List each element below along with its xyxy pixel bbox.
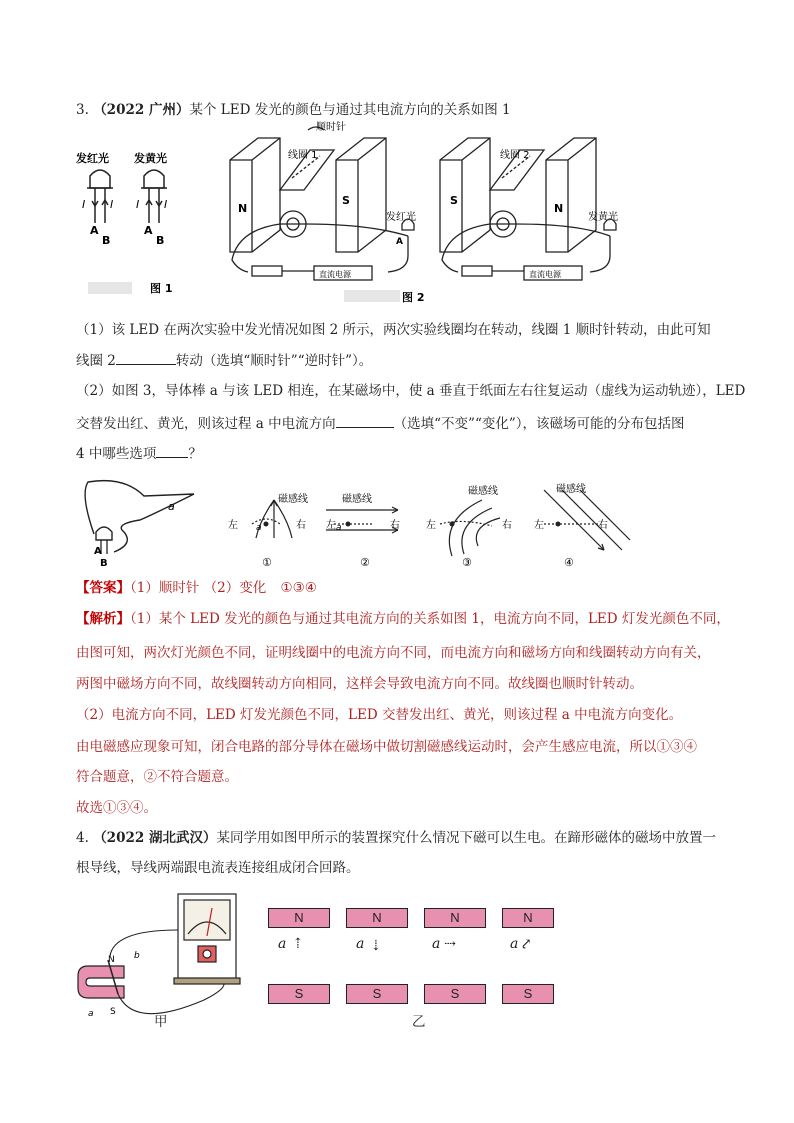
fig2-battery-right: 直流电源	[529, 270, 561, 279]
yi-rod-3: a	[432, 936, 441, 952]
fig2-pin-a-left: A	[396, 237, 403, 247]
figure-1	[74, 148, 194, 298]
fig4-option-4	[544, 490, 630, 550]
fig1-pin-a2: A	[144, 224, 153, 237]
yi-down-arrow-icon-2: ⇣	[370, 938, 382, 954]
q3-part2-suffix3: ？	[188, 446, 202, 462]
jia-wire-b: b	[134, 951, 140, 961]
q4-stem-line-2: 根导线，导线两端跟电流表连接组成闭合回路。	[76, 860, 360, 876]
q3-part1-blank[interactable]	[116, 350, 176, 365]
fig-jia-caption: 甲	[154, 1014, 168, 1030]
fig1-red-label: 发红光	[76, 152, 109, 165]
analysis-tag: 【解析】	[76, 611, 130, 627]
fig4-opt3-right: 右	[502, 520, 512, 531]
fig2-coil2-label: 线圈 2	[500, 150, 530, 161]
q3-part1-prefix: 线圈 2	[76, 353, 116, 369]
fig2-battery-left: 直流电源	[319, 270, 351, 279]
q3-part1-suffix: 转动（选填“顺时针”“逆时针”）。	[175, 353, 373, 369]
q3-number: 3.	[76, 102, 89, 118]
q3-source: （2022 广州）	[93, 102, 190, 118]
yi-rod-4: a	[510, 936, 519, 952]
fig4-opt3-field: 磁感线	[468, 486, 498, 497]
fig4-opt4-left: 左	[534, 520, 544, 531]
q4-stem-1: 某同学用如图甲所示的装置探究什么情况下磁可以生电。在蹄形磁体的磁场中放置一	[216, 830, 716, 846]
fig4-opt1-field: 磁感线	[278, 494, 308, 505]
q3-answer-line	[76, 578, 317, 598]
led-red	[87, 170, 113, 223]
fig2-caption: 图 2	[402, 291, 425, 304]
fig4-opt3-left: 左	[426, 520, 436, 531]
fig2-left-pole-s: S	[342, 194, 350, 207]
fig3-rod-label: a	[168, 500, 175, 513]
ammeter-icon	[174, 894, 240, 984]
fig4-opt2-num: ②	[360, 556, 370, 569]
yi-pole-n-3: N	[424, 908, 486, 928]
fig4-opt4-field: 磁感线	[556, 484, 586, 495]
q3-part2-line3	[76, 443, 202, 464]
analysis-line-5: 由电磁感应现象可知，闭合电路的部分导体在磁场中做切割磁感线运动时，会产生感应电流，所以①③④	[76, 739, 697, 755]
yi-pole-s-3: S	[424, 984, 486, 1004]
yi-col-2	[346, 908, 408, 1004]
figure-4	[222, 480, 632, 570]
led-yellow	[141, 170, 167, 223]
answer-choice: ①③④	[280, 580, 317, 596]
yi-col-1	[268, 908, 330, 1004]
figure-3	[74, 474, 204, 570]
q3-stem: 某个 LED 发光的颜色与通过其电流方向的关系如图 1	[189, 102, 511, 118]
yi-pole-n-2: N	[346, 908, 408, 928]
analysis-line-4: （2）电流方向不同，LED 灯发光颜色不同，LED 交替发出红、黄光，则该过程 a 中电流方向变化。	[76, 707, 683, 723]
figure-jia	[74, 890, 244, 1030]
jia-pole-n: N	[108, 955, 115, 965]
fig2-left-pole-n: N	[238, 202, 248, 215]
q4-title-line	[76, 828, 716, 848]
yi-col-3	[424, 908, 486, 1004]
fig1-current-i1: I	[82, 198, 86, 211]
fig1-pin-b1: B	[102, 234, 111, 247]
fig2-coil1-label: 线圈 1	[288, 150, 318, 161]
analysis-line-2: 由图可知，两次灯光颜色不同，证明线圈中的电流方向不同，而电流方向和磁场方向和线圈转动方向有关，	[76, 645, 711, 661]
fig4-opt2-field: 磁感线	[342, 494, 372, 505]
fig4-opt3-num: ③	[462, 556, 472, 569]
fig4-opt1-left: 左	[228, 520, 238, 531]
jia-wire-a: a	[88, 1009, 94, 1019]
yi-up-arrow-icon-1: ⇡	[292, 936, 304, 952]
fig2-clockwise-label: 顺时针	[316, 122, 346, 133]
analysis-line-6: 符合题意，②不符合题意。	[76, 769, 238, 785]
fig4-option-3	[440, 500, 500, 556]
figure-yi	[268, 908, 558, 1004]
fig1-current-i3: I	[136, 198, 140, 211]
analysis-line-7: 故选①③④。	[76, 800, 157, 816]
fig4-opt4-right: 右	[598, 520, 608, 531]
q3-part2-blank1[interactable]	[336, 413, 394, 428]
fig1-current-i4: I	[164, 198, 168, 211]
fig4-opt1-right: 右	[296, 520, 306, 531]
q3-part2-mid: （选填“不变”“变化”），该磁场可能的分布包括图	[393, 416, 685, 432]
fig2-blur	[344, 290, 400, 302]
q3-part2-line1: （2）如图 3，导体棒 a 与该 LED 相连，在某磁场中，使 a 垂直于纸面左右往复运动（虚线为运动轨迹），LED	[76, 383, 746, 399]
answer-text: （1）顺时针 （2）变化	[130, 580, 271, 596]
fig1-caption: 图 1	[150, 282, 173, 295]
fig4-opt2-right: 右	[390, 520, 400, 531]
yi-col-4	[502, 908, 564, 1004]
q3-analysis-line-1	[76, 609, 730, 629]
fig-yi-caption: 乙	[412, 1014, 426, 1030]
yi-pole-s-1: S	[268, 984, 330, 1004]
fig4-opt2-rod: a	[336, 523, 342, 533]
yi-rod-2: a	[356, 936, 365, 952]
yi-pole-n-4: N	[502, 908, 554, 928]
q3-part1-line1: （1）该 LED 在两次实验中发光情况如图 2 所示，两次实验线圈均在转动，线圈 1 顺时针转动，由此可知	[76, 322, 711, 338]
yi-right-arrow-icon-3: ⇢	[444, 936, 456, 952]
analysis-line-3: 两图中磁场方向不同，故线圈转动方向相同，这样会导致电流方向不同。故线圈也顺时针转动。	[76, 676, 643, 692]
fig4-opt1-num: ①	[262, 556, 272, 569]
fig1-pin-a1: A	[90, 224, 99, 237]
fig2-red-label: 发红光	[386, 212, 416, 223]
fig2-right-pole-n: N	[554, 202, 564, 215]
q4-number: 4.	[76, 830, 89, 846]
fig2-right-pole-s: S	[450, 194, 458, 207]
fig1-yellow-label: 发黄光	[134, 152, 167, 165]
yi-diagonal-arrow-icon-4: ⤤	[520, 936, 532, 952]
fig1-blur	[88, 282, 132, 294]
fig3-pin-a: A	[94, 546, 102, 557]
yi-pole-s-4: S	[502, 984, 554, 1004]
fig4-opt2-left: 左	[326, 520, 336, 531]
yi-rod-1: a	[278, 936, 287, 952]
yi-pole-s-2: S	[346, 984, 408, 1004]
fig1-current-i2: I	[110, 198, 114, 211]
answer-tag: 【答案】	[76, 580, 130, 596]
q4-source: （2022 湖北武汉）	[93, 830, 217, 846]
fig1-pin-b2: B	[156, 234, 165, 247]
q3-part2-prefix3: 4 中哪些选项	[76, 446, 157, 462]
fig2-left-setup	[230, 138, 414, 280]
q3-part2-blank2[interactable]	[156, 443, 188, 458]
fig2-yellow-label: 发黄光	[588, 212, 618, 223]
q3-part2-line2	[76, 413, 685, 434]
q3-title-line	[76, 100, 511, 120]
analysis-line-1: （1）某个 LED 发光的颜色与通过其电流方向的关系如图 1，电流方向不同，LED 灯发光颜色不同，	[130, 611, 730, 627]
yi-pole-n-1: N	[268, 908, 330, 928]
fig3-led-icon	[96, 527, 112, 540]
q3-part1-line2	[76, 350, 372, 371]
jia-pole-s: S	[110, 1007, 116, 1017]
figure-2	[218, 120, 618, 310]
q3-part2-prefix: 交替发出红、黄光，则该过程 a 中电流方向	[76, 416, 336, 432]
fig3-pin-b: B	[100, 558, 108, 569]
fig4-opt4-num: ④	[564, 556, 574, 569]
fig4-opt1-rod: a	[256, 523, 262, 533]
